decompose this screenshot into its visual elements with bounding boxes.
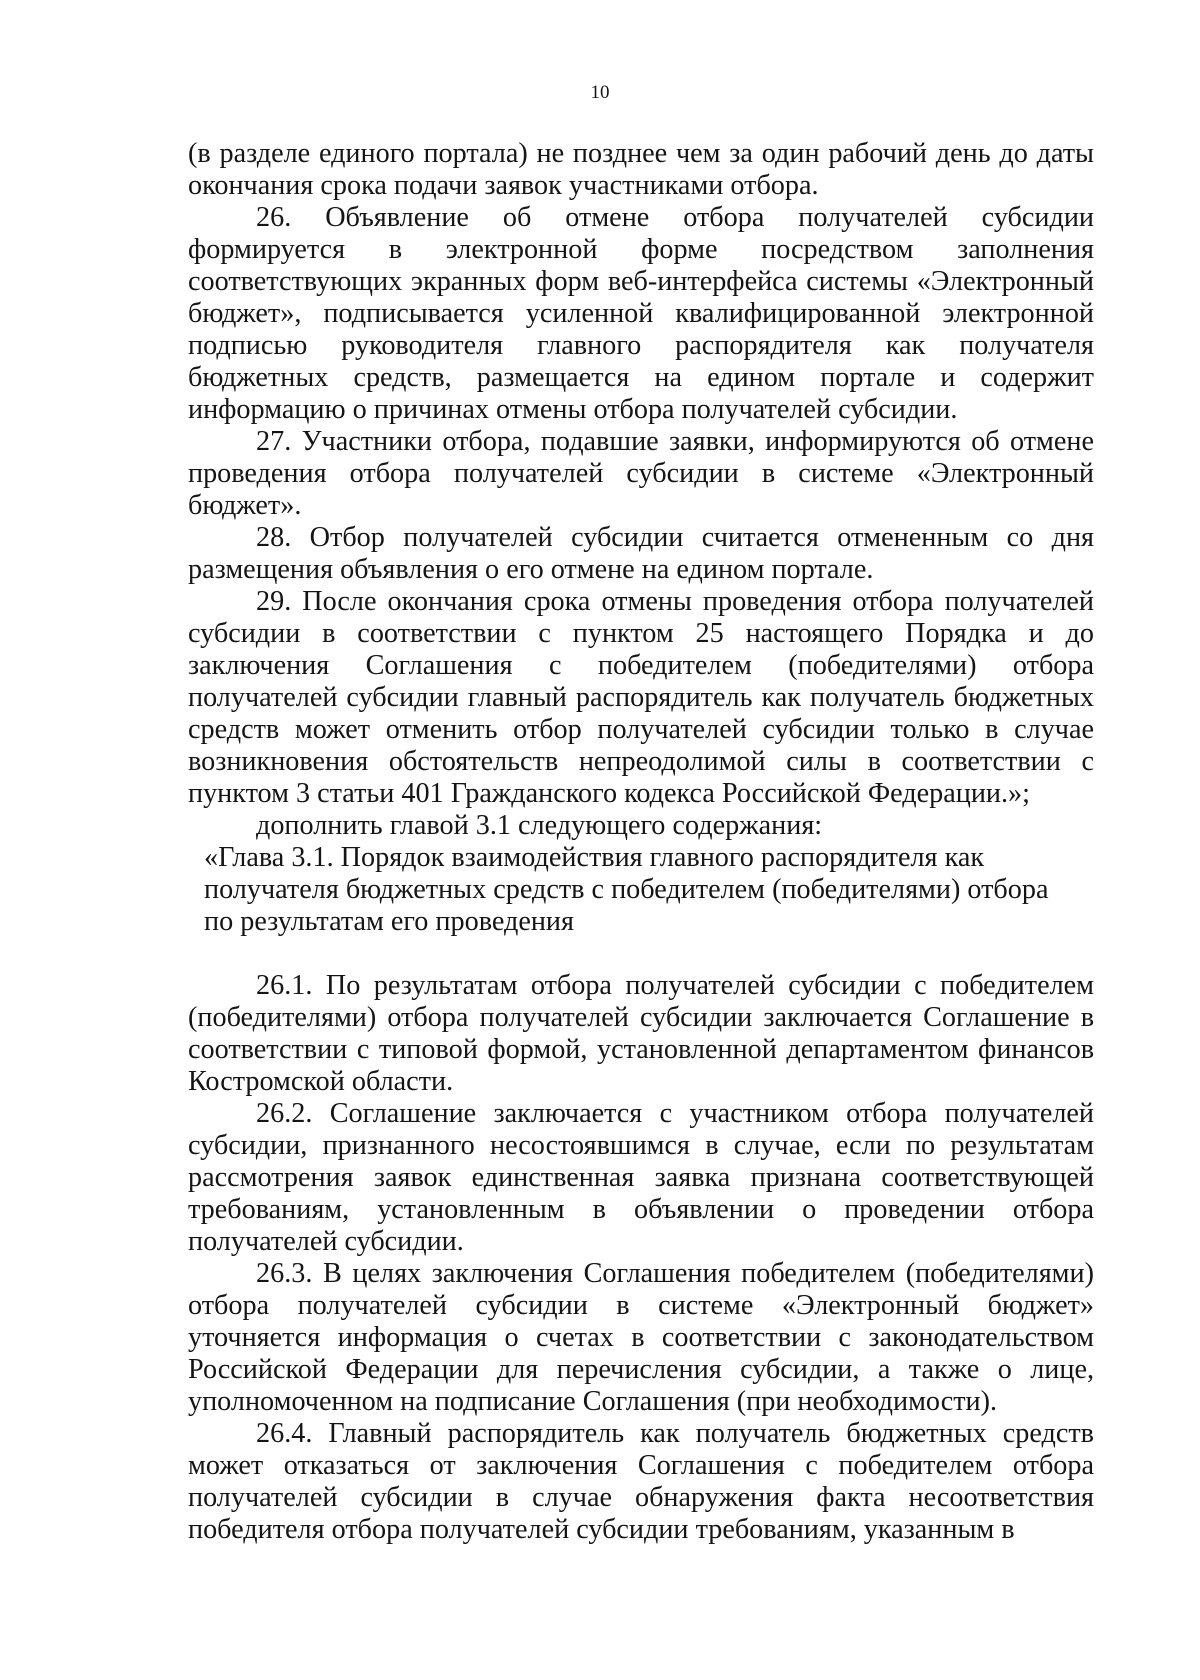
chapter-title [188, 842, 1094, 938]
paragraph-29: 29. После окончания срока отмены проведения отбора получателей субсидии в соответствии с пунктом 25 настоящего Порядка и до заключения Соглашения с победителем (победителями) отбора получателей субсидии главный распорядитель как получатель бюджетных средств может отменить отбор получателей субсидии только в случае возникновения обстоятельств непреодолимой силы в соответствии с пунктом 3 статьи 401 Гражданского кодекса Российской Федерации.»; [188, 586, 1094, 809]
paragraph-26-3: 26.3. В целях заключения Соглашения победителем (победителями) отбора получателей субсидии в системе «Электронный бюджет» уточняется информация о счетах в соответствии с законодательством Российской Федерации для перечисления субсидии, а также о лице, уполномоченном на подписание Соглашения (при необходимости). [188, 1258, 1094, 1417]
document-body [188, 138, 1094, 1546]
page-number: 10 [590, 82, 610, 103]
paragraph-26-4: 26.4. Главный распорядитель как получатель бюджетных средств может отказаться от заключения Соглашения с победителем отбора получателей субсидии в случае обнаружения факта несоответствия победителя отбора получателей субсидии требованиям, указанным в [188, 1418, 1094, 1545]
paragraph-26-2: 26.2. Соглашение заключается с участником отбора получателей субсидии, признанного несостоявшимся в случае, если по результатам рассмотрения заявок единственная заявка признана соответствующей требованиям, установленным в объявлении о проведении отбора получателей субсидии. [188, 1098, 1094, 1257]
paragraph-26-1: 26.1. По результатам отбора получателей субсидии с победителем (победителями) отбора получателей субсидии заключается Соглашение в соответствии с типовой формой, установленной департаментом финансов Костромской области. [188, 970, 1094, 1097]
paragraph-continuation: (в разделе единого портала) не позднее чем за один рабочий день до даты окончания срока подачи заявок участниками отбора. [188, 138, 1094, 201]
paragraph-27: 27. Участники отбора, подавшие заявки, информируются об отмене проведения отбора получателей субсидии в системе «Электронный бюджет». [188, 426, 1094, 521]
paragraph-26: 26. Объявление об отмене отбора получателей субсидии формируется в электронной форме посредством заполнения соответствующих экранных форм веб-интерфейса системы «Электронный бюджет», подписывается усиленной квалифицированной электронной подписью руководителя главного распорядителя как получателя бюджетных средств, размещается на едином портале и содержит информацию о причинах отмены отбора получателей субсидии. [188, 202, 1094, 425]
amendment-note: дополнить главой 3.1 следующего содержания: [256, 810, 823, 841]
chapter-title-line: по результатам его проведения [204, 906, 574, 937]
chapter-title-line: «Глава 3.1. Порядок взаимодействия главного распорядителя как [204, 842, 985, 873]
paragraph-28: 28. Отбор получателей субсидии считается отмененным со дня размещения объявления о его отмене на едином портале. [188, 522, 1094, 585]
section-spacer [188, 938, 1094, 970]
chapter-title-line: получателя бюджетных средств с победителем (победителями) отбора [204, 874, 1049, 905]
